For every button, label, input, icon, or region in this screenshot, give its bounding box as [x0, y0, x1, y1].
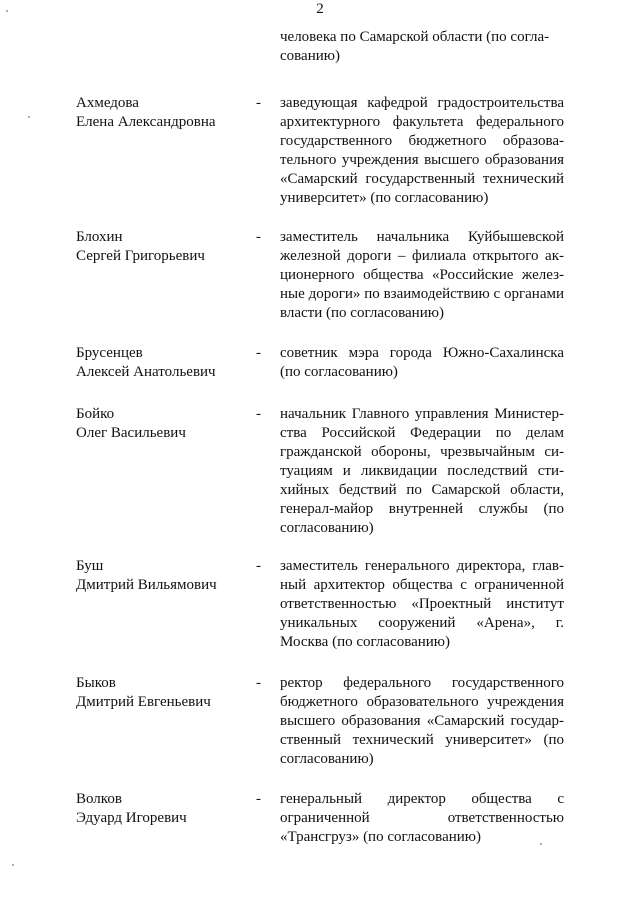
member-surname: Быков — [76, 675, 116, 691]
member-given-names: Елена Александровна — [76, 114, 216, 130]
scan-speck — [540, 843, 542, 845]
member-surname: Буш — [76, 558, 104, 574]
dash-separator: - — [256, 229, 261, 245]
member-given-names: Эдуард Игоревич — [76, 810, 187, 826]
member-surname: Волков — [76, 791, 122, 807]
continuation-line: сованию) — [280, 48, 340, 64]
member-name — [76, 790, 256, 828]
dash-separator: - — [256, 558, 261, 574]
member-description: ректор федерального государственного бюджетного образовательного учреждения высшего образования «Самарский государственный технический университет» (по согласованию) — [280, 675, 564, 767]
member-description: советник мэра города Южно-Сахалинска (по согласованию) — [280, 345, 564, 380]
member-name — [76, 344, 256, 382]
scan-speck — [12, 864, 14, 866]
member-name — [76, 674, 256, 712]
scan-speck — [28, 116, 30, 118]
member-surname: Брусенцев — [76, 345, 143, 361]
member-surname: Бойко — [76, 406, 115, 422]
dash-separator: - — [256, 675, 261, 691]
member-description: заведующая кафедрой градостроительства архитектурного факультета федерального государственного бюджетного образовательного учреждения высшего образования «Самарский государственный технический университет» (по согласованию) — [280, 95, 564, 206]
scan-speck — [6, 10, 8, 12]
member-given-names: Олег Васильевич — [76, 425, 186, 441]
member-name — [76, 557, 256, 595]
member-surname: Ахмедова — [76, 95, 139, 111]
member-name — [76, 405, 256, 443]
member-description: заместитель генерального директора, главный архитектор общества с ограниченной ответственностью «Проектный институт уникальных сооружений «Арена», г. Москва (по согласованию) — [280, 558, 564, 650]
member-name — [76, 94, 256, 132]
dash-separator: - — [256, 95, 261, 111]
continuation-text — [280, 28, 564, 66]
continuation-line: человека по Самарской области (по согла- — [280, 29, 550, 45]
dash-separator: - — [256, 406, 261, 422]
member-given-names: Сергей Григорьевич — [76, 248, 205, 264]
member-surname: Блохин — [76, 229, 123, 245]
dash-separator: - — [256, 345, 261, 361]
member-name — [76, 228, 256, 266]
member-given-names: Дмитрий Вильямович — [76, 577, 217, 593]
member-given-names: Дмитрий Евгеньевич — [76, 694, 211, 710]
dash-separator: - — [256, 791, 261, 807]
page-number: 2 — [316, 1, 324, 17]
member-given-names: Алексей Анатольевич — [76, 364, 216, 380]
member-description: заместитель начальника Куйбышевской железной дороги – филиала открытого акционерного общества «Российские железные дороги» по взаимодействию с органами власти (по согласованию) — [280, 229, 564, 321]
member-description: генеральный директор общества с ограниченной ответственностью «Трансгруз» (по согласованию) — [280, 791, 564, 845]
member-description: начальник Главного управления Министерства Российской Федерации по делам гражданской обороны, чрезвычайным ситуациям и ликвидации последствий стихийных бедствий по Самарской области, генерал-майор внутренней службы (по согласованию) — [280, 406, 564, 536]
